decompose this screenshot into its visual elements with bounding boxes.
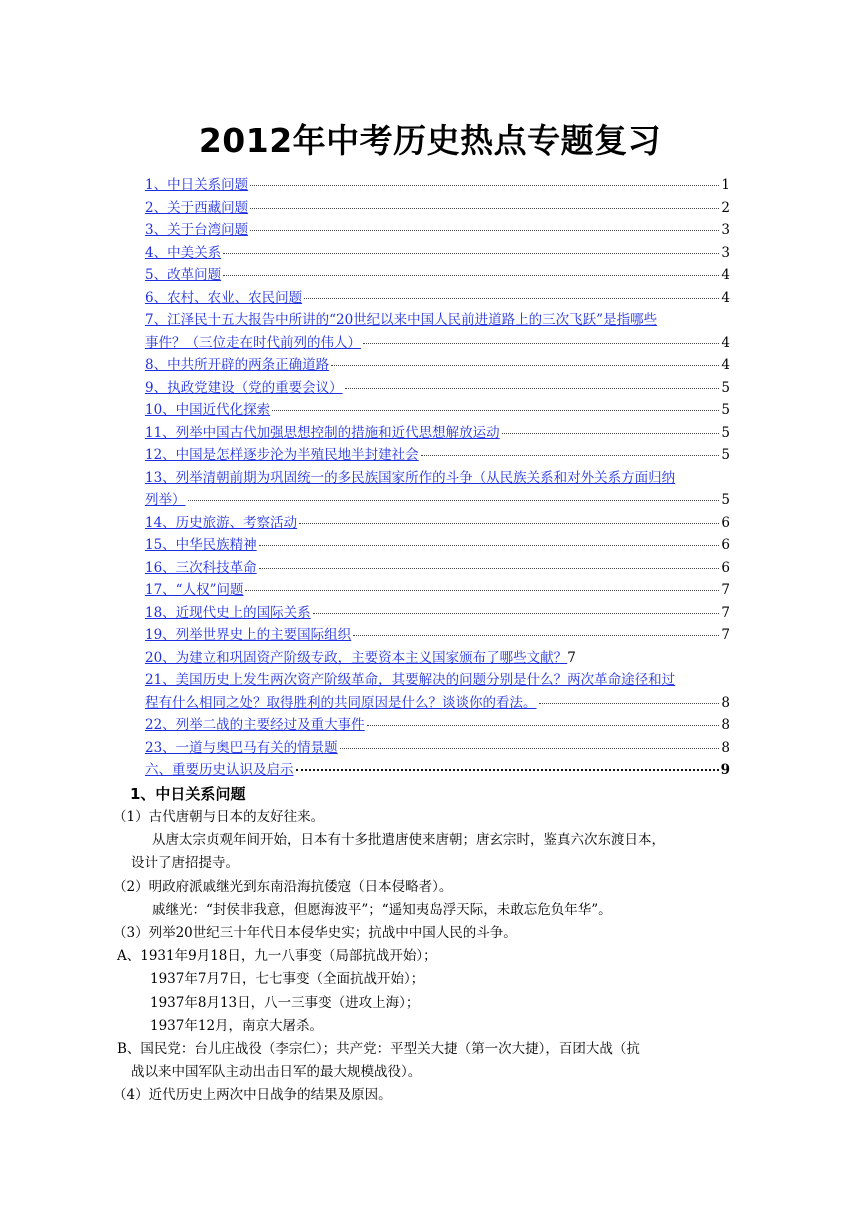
toc-link-line1[interactable]: 21、美国历史上发生两次资产阶级革命，其要解决的问题分别是什么？两次革命途径和过 [145,672,676,688]
toc-leader [296,769,719,771]
toc-link[interactable]: 程有什么相同之处？取得胜利的共同原因是什么？谈谈你的看法。 [145,694,537,711]
paragraph: A、1931年9月18日，九一八事变（局部抗战开始）； [117,948,437,965]
toc-link[interactable]: 22、列举二战的主要经过及重大事件 [145,717,365,733]
toc-entry-21[interactable] [145,669,730,714]
toc-leader [331,365,719,366]
toc-entry-6[interactable] [145,287,730,310]
toc-leader [345,388,720,389]
toc-entry-13[interactable] [145,467,730,512]
toc-leader [367,725,720,726]
toc-page-number: 5 [721,424,730,441]
toc-leader [272,410,719,411]
toc-entry-1[interactable] [145,174,730,197]
toc-entry-5[interactable] [145,264,730,287]
paragraph: （3）列举20世纪三十年代日本侵华史实；抗战中中国人民的斗争。 [113,925,517,942]
toc-page-number: 7 [721,582,730,598]
toc-entry-10[interactable] [145,399,730,422]
toc-page-number: 9 [720,762,730,778]
toc-page-number: 2 [721,199,730,216]
toc-link[interactable]: 15、中华民族精神 [145,537,257,553]
toc-entry-15[interactable] [145,534,730,557]
toc-leader [340,748,720,749]
toc-entry-22[interactable] [145,714,730,737]
toc-page-number: 8 [721,694,730,711]
toc-link[interactable]: 10、中国近代化探索 [145,402,271,418]
toc-leader [353,635,719,636]
toc-page-number: 5 [721,492,730,508]
toc-leader [539,703,720,704]
toc-link[interactable]: 23、一道与奥巴马有关的情景题 [145,739,338,756]
toc-link[interactable]: 9、执政党建设（党的重要会议） [145,379,343,396]
toc-link[interactable]: 4、中美关系 [145,244,222,261]
toc-leader [250,185,719,186]
paragraph: 戚继光：“封侯非我意，但愿海波平”；“遥知夷岛浮天际，未敢忘危负年华”。 [152,901,612,918]
toc-link[interactable]: 12、中国是怎样逐步沦为半殖民地半封建社会 [145,447,419,463]
toc-page-number: 7 [721,627,730,643]
section-heading: 1、中日关系问题 [130,785,246,803]
toc-leader [250,208,719,209]
toc-link[interactable]: 1、中日关系问题 [145,177,249,193]
paragraph: 1937年8月13日，八一三事变（进攻上海）； [150,994,420,1011]
toc-entry-17[interactable] [145,579,730,602]
toc-leader [363,343,719,344]
toc-link[interactable]: 2、关于西藏问题 [145,199,249,216]
toc-leader [259,568,720,569]
toc-link[interactable]: 17、“人权”问题 [145,582,244,598]
toc-page-number: 8 [721,717,730,733]
toc-page-number: 5 [721,402,730,418]
toc-leader [250,230,719,231]
toc-page-number: 6 [721,537,730,553]
toc-link[interactable]: 11、列举中国古代加强思想控制的措施和近代思想解放运动 [145,424,500,441]
toc-leader [299,523,719,524]
toc-entry-2[interactable] [145,197,730,220]
paragraph: 战以来中国军队主动出击日军的最大规模战役）。 [131,1064,422,1081]
toc-page-number: 4 [721,357,730,373]
toc-entry-7[interactable] [145,309,730,354]
toc-page-number: 6 [721,559,730,576]
toc-page-number: 7 [567,649,576,666]
toc-leader [188,500,720,501]
toc-page-number: 3 [721,222,730,238]
toc-page-number: 4 [721,267,730,283]
toc-page-number: 8 [721,739,730,756]
toc-page-number: 3 [721,244,730,261]
toc-leader [304,298,719,299]
toc-page-number: 1 [721,177,730,193]
toc-entry-23[interactable] [145,737,730,760]
paragraph: （2）明政府派戚继光到东南沿海抗倭寇（日本侵略者）。 [113,878,453,895]
toc-leader [259,545,720,546]
toc-entry-20[interactable] [145,647,730,670]
toc-entry-18[interactable] [145,602,730,625]
toc-leader [502,433,720,434]
table-of-contents [145,174,730,782]
toc-entry-19[interactable] [145,624,730,647]
toc-link-line1[interactable]: 13、列举清朝前期为巩固统一的多民族国家所作的斗争（从民族关系和对外关系方面归纳 [145,469,676,486]
toc-entry-8[interactable] [145,354,730,377]
toc-link[interactable]: 5、改革问题 [145,267,222,283]
paragraph: 1937年7月7日，七七事变（全面抗战开始）； [150,971,425,988]
toc-leader [223,275,719,276]
toc-link[interactable]: 20、为建立和巩固资产阶级专政，主要资本主义国家颁布了哪些文献？ [145,649,568,666]
toc-entry-14[interactable] [145,512,730,535]
toc-link[interactable]: 事件？（三位走在时代前列的伟人） [145,334,361,351]
paragraph: 从唐太宗贞观年间开始，日本有十多批遣唐使来唐朝；唐玄宗时，鉴真六次东渡日本， [152,832,665,849]
document-title: 2012年中考历史热点专题复习 [198,121,662,160]
paragraph: （1）古代唐朝与日本的友好往来。 [113,809,325,825]
toc-leader [421,455,720,456]
toc-link[interactable]: 14、历史旅游、考察活动 [145,514,298,531]
toc-page-number: 7 [721,604,730,621]
toc-link[interactable]: 6、农村、农业、农民问题 [145,289,303,306]
paragraph: 设计了唐招提寺。 [131,855,239,872]
toc-leader [313,613,720,614]
toc-link[interactable]: 18、近现代史上的国际关系 [145,604,311,621]
toc-link[interactable]: 3、关于台湾问题 [145,222,249,238]
toc-link[interactable]: 六、重要历史认识及启示 [145,762,294,778]
toc-page-number: 5 [721,447,730,463]
section-body [113,782,733,1108]
toc-page-number: 4 [721,289,730,306]
toc-link[interactable]: 16、三次科技革命 [145,559,257,576]
toc-link-line1[interactable]: 7、江泽民十五大报告中所讲的“20世纪以来中国人民前进道路上的三次飞跃”是指哪些 [145,312,658,328]
toc-page-number: 4 [721,334,730,351]
toc-link[interactable]: 19、列举世界史上的主要国际组织 [145,627,352,643]
toc-link[interactable]: 8、中共所开辟的两条正确道路 [145,357,330,373]
toc-leader [223,253,719,254]
toc-entry-9[interactable] [145,377,730,400]
paragraph: 1937年12月，南京大屠杀。 [150,1017,324,1034]
toc-page-number: 6 [721,514,730,531]
toc-leader [245,590,719,591]
toc-entry-16[interactable] [145,557,730,580]
toc-entry-4[interactable] [145,242,730,265]
toc-link[interactable]: 列举） [145,492,186,508]
paragraph: （4）近代历史上两次中日战争的结果及原因。 [113,1087,392,1104]
toc-entry-3[interactable] [145,219,730,242]
toc-entry-12[interactable] [145,444,730,467]
paragraph: B、国民党：台儿庄战役（李宗仁）；共产党：平型关大捷（第一次大捷），百团大战（抗 [117,1041,640,1058]
toc-page-number: 5 [721,379,730,396]
toc-entry-11[interactable] [145,422,730,445]
toc-entry-24[interactable] [145,759,730,782]
